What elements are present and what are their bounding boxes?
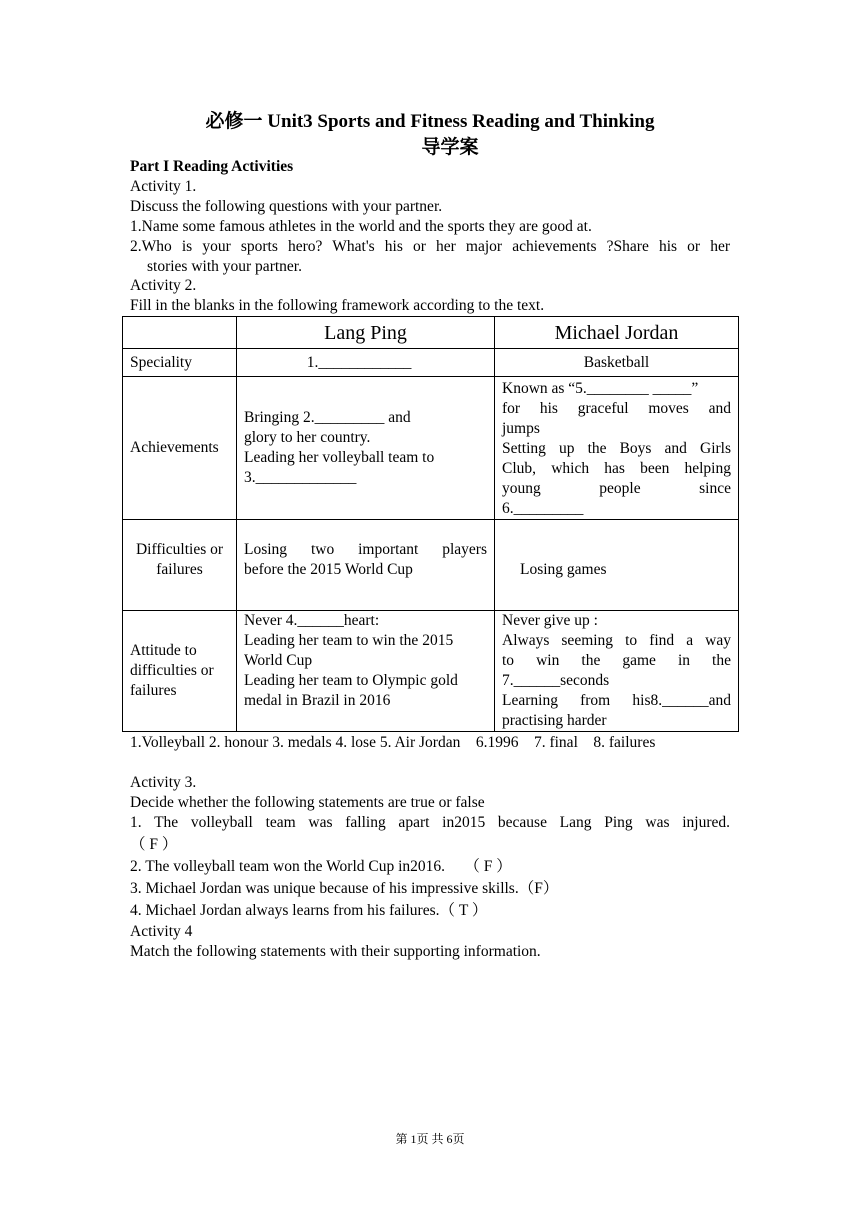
activity3-statement-1: 1. The volleyball team was falling apart in2015 because Lang Ping was injured. (130, 814, 730, 831)
attitude-label-line: failures (130, 682, 177, 699)
table-row-achievements (123, 377, 739, 520)
answer-key: 1.Volleyball 2. honour 3. medals 4. lose 5. Air Jordan 6.1996 7. final 8. failures (130, 734, 656, 751)
row-label-speciality: Speciality (123, 349, 237, 377)
header-michael-jordan: Michael Jordan (495, 317, 739, 349)
lang-achievements (237, 377, 495, 520)
jordan-difficulties: Losing games (495, 520, 739, 611)
lang-difficulty-line: Losing two important players (244, 541, 487, 558)
lang-attitude-line: Leading her team to Olympic gold (244, 672, 458, 689)
difficulties-label-line: failures (156, 561, 203, 578)
lang-difficulties (237, 520, 495, 611)
table-row-attitude (123, 611, 739, 732)
document-title: 必修一 Unit3 Sports and Fitness Reading and Thinking (205, 111, 655, 132)
jordan-achievement-line: Setting up the Boys and Girls (502, 440, 731, 457)
framework-table (122, 316, 739, 732)
activity4-instruction: Match the following statements with their supporting information. (130, 943, 541, 960)
lang-speciality-blank: 1.____________ (237, 349, 495, 377)
document-subtitle: 导学案 (421, 137, 479, 158)
activity2-instruction: Fill in the blanks in the following framework according to the text. (130, 297, 545, 314)
difficulties-label-line: Difficulties or (135, 541, 224, 558)
jordan-attitude-line: practising harder (502, 712, 607, 729)
jordan-attitude-line: Never give up : (502, 612, 598, 629)
activity4-label: Activity 4 (130, 923, 193, 940)
jordan-attitude-line: 7.______seconds (502, 672, 610, 689)
row-label-difficulties (123, 520, 237, 611)
jordan-attitude-line: Learning from his8.______and (502, 692, 731, 709)
lang-attitude-line: World Cup (244, 652, 313, 669)
lang-difficulty-line: before the 2015 World Cup (244, 561, 413, 578)
jordan-speciality: Basketball (495, 349, 739, 377)
jordan-achievement-line: young people since (502, 480, 731, 497)
table-row-speciality (123, 349, 739, 377)
jordan-attitude-line: to win the game in the (502, 652, 731, 669)
lang-achievement-line: glory to her country. (244, 429, 371, 446)
lang-achievement-line: Leading her volleyball team to (244, 449, 435, 466)
activity2-label: Activity 2. (130, 277, 197, 294)
lang-attitude-line: Never 4.______heart: (244, 612, 380, 629)
lang-achievement-line: 3._____________ (244, 469, 357, 486)
jordan-achievement-line: jumps (502, 420, 540, 437)
header-empty-cell (123, 317, 237, 349)
activity3-statement-2: 2. The volleyball team won the World Cup in2016. （ F ） (130, 858, 512, 875)
activity3-statement-4: 4. Michael Jordan always learns from his failures.（ T ） (130, 902, 488, 919)
jordan-achievement-line: Known as “5.________ _____” (502, 380, 699, 397)
part1-heading: Part I Reading Activities (130, 158, 294, 175)
jordan-attitude (495, 611, 739, 732)
jordan-achievement-line: Club, which has been helping (502, 460, 731, 477)
activity1-question-1: 1.Name some famous athletes in the world and the sports they are good at. (130, 218, 592, 235)
lang-attitude-line: Leading her team to win the 2015 (244, 632, 454, 649)
row-label-achievements: Achievements (123, 377, 237, 520)
activity1-label: Activity 1. (130, 178, 197, 195)
attitude-label-line: Attitude to (130, 642, 197, 659)
jordan-attitude-line: Always seeming to find a way (502, 632, 731, 649)
jordan-achievement-line: for his graceful moves and (502, 400, 731, 417)
table-row-difficulties (123, 520, 739, 611)
lang-achievement-line: Bringing 2._________ and (244, 409, 411, 426)
attitude-label-line: difficulties or (130, 662, 214, 679)
lang-attitude (237, 611, 495, 732)
activity3-label: Activity 3. (130, 774, 197, 791)
activity3-statement-3: 3. Michael Jordan was unique because of his impressive skills.（F） (130, 880, 559, 897)
activity1-question-2-cont: stories with your partner. (147, 258, 302, 275)
row-label-attitude (123, 611, 237, 732)
jordan-achievement-line: 6._________ (502, 500, 584, 517)
lang-attitude-line: medal in Brazil in 2016 (244, 692, 391, 709)
activity3-statement-1-answer: （ F ） (130, 836, 178, 853)
activity1-question-2: 2.Who is your sports hero? What's his or her major achievements ?Share his or her (130, 238, 730, 255)
page-footer: 第 1页 共 6页 (395, 1132, 465, 1146)
activity1-instruction: Discuss the following questions with your partner. (130, 198, 443, 215)
activity3-instruction: Decide whether the following statements are true or false (130, 794, 485, 811)
header-lang-ping: Lang Ping (237, 317, 495, 349)
table-header-row (123, 317, 739, 349)
jordan-achievements (495, 377, 739, 520)
